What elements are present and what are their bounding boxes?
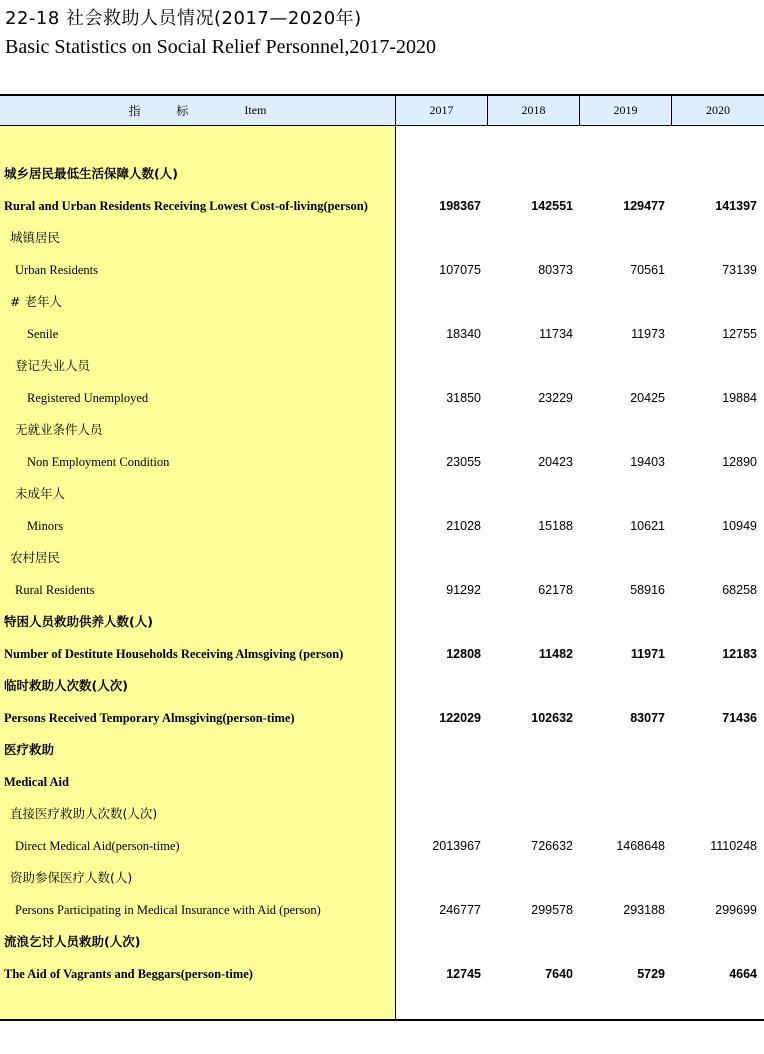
header-item-chinese: 指 标 <box>128 104 205 118</box>
cell-value-2020: 12890 <box>722 455 757 469</box>
cell-value-2019: 83077 <box>630 711 665 725</box>
cell-value-2019: 11973 <box>631 327 665 341</box>
table-row <box>0 638 764 670</box>
row-label-english: Registered Unemployed <box>27 391 149 405</box>
cell-value-2020: 141397 <box>715 199 757 213</box>
cell-value-2017: 107075 <box>439 263 481 277</box>
cell-value-2017: 31850 <box>446 391 481 405</box>
header-year-2017: 2017 <box>396 96 488 125</box>
table-row <box>0 702 764 734</box>
cell-value-2020: 73139 <box>722 263 757 277</box>
cell-value-2020: 4664 <box>729 967 757 981</box>
row-label-chinese: 农村居民 <box>10 550 61 565</box>
header-item-english: Item <box>244 103 267 117</box>
cell-value-2019: 70561 <box>630 263 665 277</box>
row-label-english: Number of Destitute Households Receiving Almsgiving (person) <box>4 647 344 661</box>
table-row <box>0 350 764 382</box>
cell-value-2018: 23229 <box>538 391 573 405</box>
row-label-english: Non Employment Condition <box>27 455 170 469</box>
table-row <box>0 798 764 830</box>
table-row <box>0 414 764 446</box>
cell-value-2020: 71436 <box>722 711 757 725</box>
cell-value-2017: 246777 <box>439 903 481 917</box>
cell-value-2018: 102632 <box>531 711 573 725</box>
cell-value-2018: 142551 <box>531 199 573 213</box>
cell-value-2017: 122029 <box>439 711 481 725</box>
row-label-english: Minors <box>27 519 64 533</box>
cell-value-2020: 12755 <box>722 327 757 341</box>
cell-value-2017: 21028 <box>446 519 481 533</box>
row-label-chinese: 流浪乞讨人员救助(人次) <box>4 934 141 949</box>
table-row <box>0 894 764 926</box>
cell-value-2017: 12745 <box>446 967 481 981</box>
cell-value-2020: 1110248 <box>710 839 757 853</box>
row-label-chinese: # 老年人 <box>10 294 62 309</box>
table-row <box>0 510 764 542</box>
cell-value-2019: 293188 <box>623 903 665 917</box>
row-label-english: Rural Residents <box>15 583 95 597</box>
header-year-2020: 2020 <box>672 96 764 125</box>
cell-value-2018: 20423 <box>538 455 573 469</box>
cell-value-2018: 299578 <box>531 903 573 917</box>
row-label-chinese: 登记失业人员 <box>15 358 91 373</box>
cell-value-2019: 129477 <box>623 199 665 213</box>
cell-value-2017: 2013967 <box>432 839 481 853</box>
cell-value-2017: 198367 <box>439 199 481 213</box>
cell-value-2019: 58916 <box>630 583 665 597</box>
table-row <box>0 766 764 798</box>
table-row <box>0 830 764 862</box>
row-label-chinese: 城乡居民最低生活保障人数(人) <box>4 166 178 181</box>
cell-value-2019: 5729 <box>637 967 665 981</box>
table-row <box>0 478 764 510</box>
row-label-english: Urban Residents <box>15 263 98 277</box>
row-label-chinese: 特困人员救助供养人数(人) <box>4 614 153 629</box>
table-row <box>0 286 764 318</box>
cell-value-2019: 19403 <box>630 455 665 469</box>
cell-value-2018: 15188 <box>538 519 573 533</box>
row-label-chinese: 城镇居民 <box>10 230 61 245</box>
cell-value-2018: 7640 <box>545 967 573 981</box>
cell-value-2018: 726632 <box>531 839 573 853</box>
row-label-english: Direct Medical Aid(person-time) <box>15 839 180 853</box>
cell-value-2017: 91292 <box>446 583 481 597</box>
table-row <box>0 734 764 766</box>
table-row <box>0 446 764 478</box>
table-row <box>0 542 764 574</box>
header-year-2018: 2018 <box>488 96 580 125</box>
cell-value-2019: 10621 <box>630 519 665 533</box>
cell-value-2018: 62178 <box>538 583 573 597</box>
table-row <box>0 958 764 990</box>
table-bottom-rule <box>0 1019 764 1021</box>
table-row <box>0 254 764 286</box>
row-label-english: The Aid of Vagrants and Beggars(person-time) <box>4 967 253 981</box>
table-title-english: Basic Statistics on Social Relief Personnel,2017-2020 <box>5 36 437 58</box>
table-row <box>0 222 764 254</box>
row-label-chinese: 未成年人 <box>15 486 66 501</box>
table-title-chinese: 22-18 社会救助人员情况(2017—2020年) <box>5 8 362 29</box>
cell-value-2018: 80373 <box>538 263 573 277</box>
table-row <box>0 382 764 414</box>
table-row <box>0 606 764 638</box>
cell-value-2019: 11971 <box>630 647 665 661</box>
row-label-english: Senile <box>27 327 59 341</box>
row-label-english: Persons Participating in Medical Insurance with Aid (person) <box>15 903 321 917</box>
header-item <box>0 96 395 125</box>
table-row <box>0 670 764 702</box>
cell-value-2019: 20425 <box>630 391 665 405</box>
header-year-2019: 2019 <box>580 96 672 125</box>
table-row <box>0 574 764 606</box>
row-label-chinese: 资助参保医疗人数(人) <box>10 870 133 885</box>
row-label-english: Persons Received Temporary Almsgiving(person-time) <box>4 711 295 725</box>
table-row <box>0 158 764 190</box>
cell-value-2018: 11734 <box>539 327 573 341</box>
row-label-chinese: 直接医疗救助人次数(人次) <box>10 806 158 821</box>
cell-value-2017: 18340 <box>446 327 481 341</box>
cell-value-2020: 299699 <box>715 903 757 917</box>
cell-value-2020: 68258 <box>722 583 757 597</box>
table-row <box>0 862 764 894</box>
row-label-chinese: 无就业条件人员 <box>15 422 103 437</box>
row-label-chinese: 医疗救助 <box>4 742 55 757</box>
table-row <box>0 190 764 222</box>
cell-value-2018: 11482 <box>538 647 573 661</box>
row-label-english: Medical Aid <box>4 775 69 789</box>
cell-value-2020: 12183 <box>722 647 757 661</box>
row-label-chinese: 临时救助人次数(人次) <box>4 678 128 693</box>
cell-value-2020: 10949 <box>722 519 757 533</box>
cell-value-2020: 19884 <box>722 391 757 405</box>
cell-value-2017: 12808 <box>446 647 481 661</box>
table-row <box>0 318 764 350</box>
cell-value-2019: 1468648 <box>616 839 665 853</box>
table-row <box>0 926 764 958</box>
cell-value-2017: 23055 <box>446 455 481 469</box>
row-label-english: Rural and Urban Residents Receiving Lowest Cost-of-living(person) <box>4 199 368 213</box>
